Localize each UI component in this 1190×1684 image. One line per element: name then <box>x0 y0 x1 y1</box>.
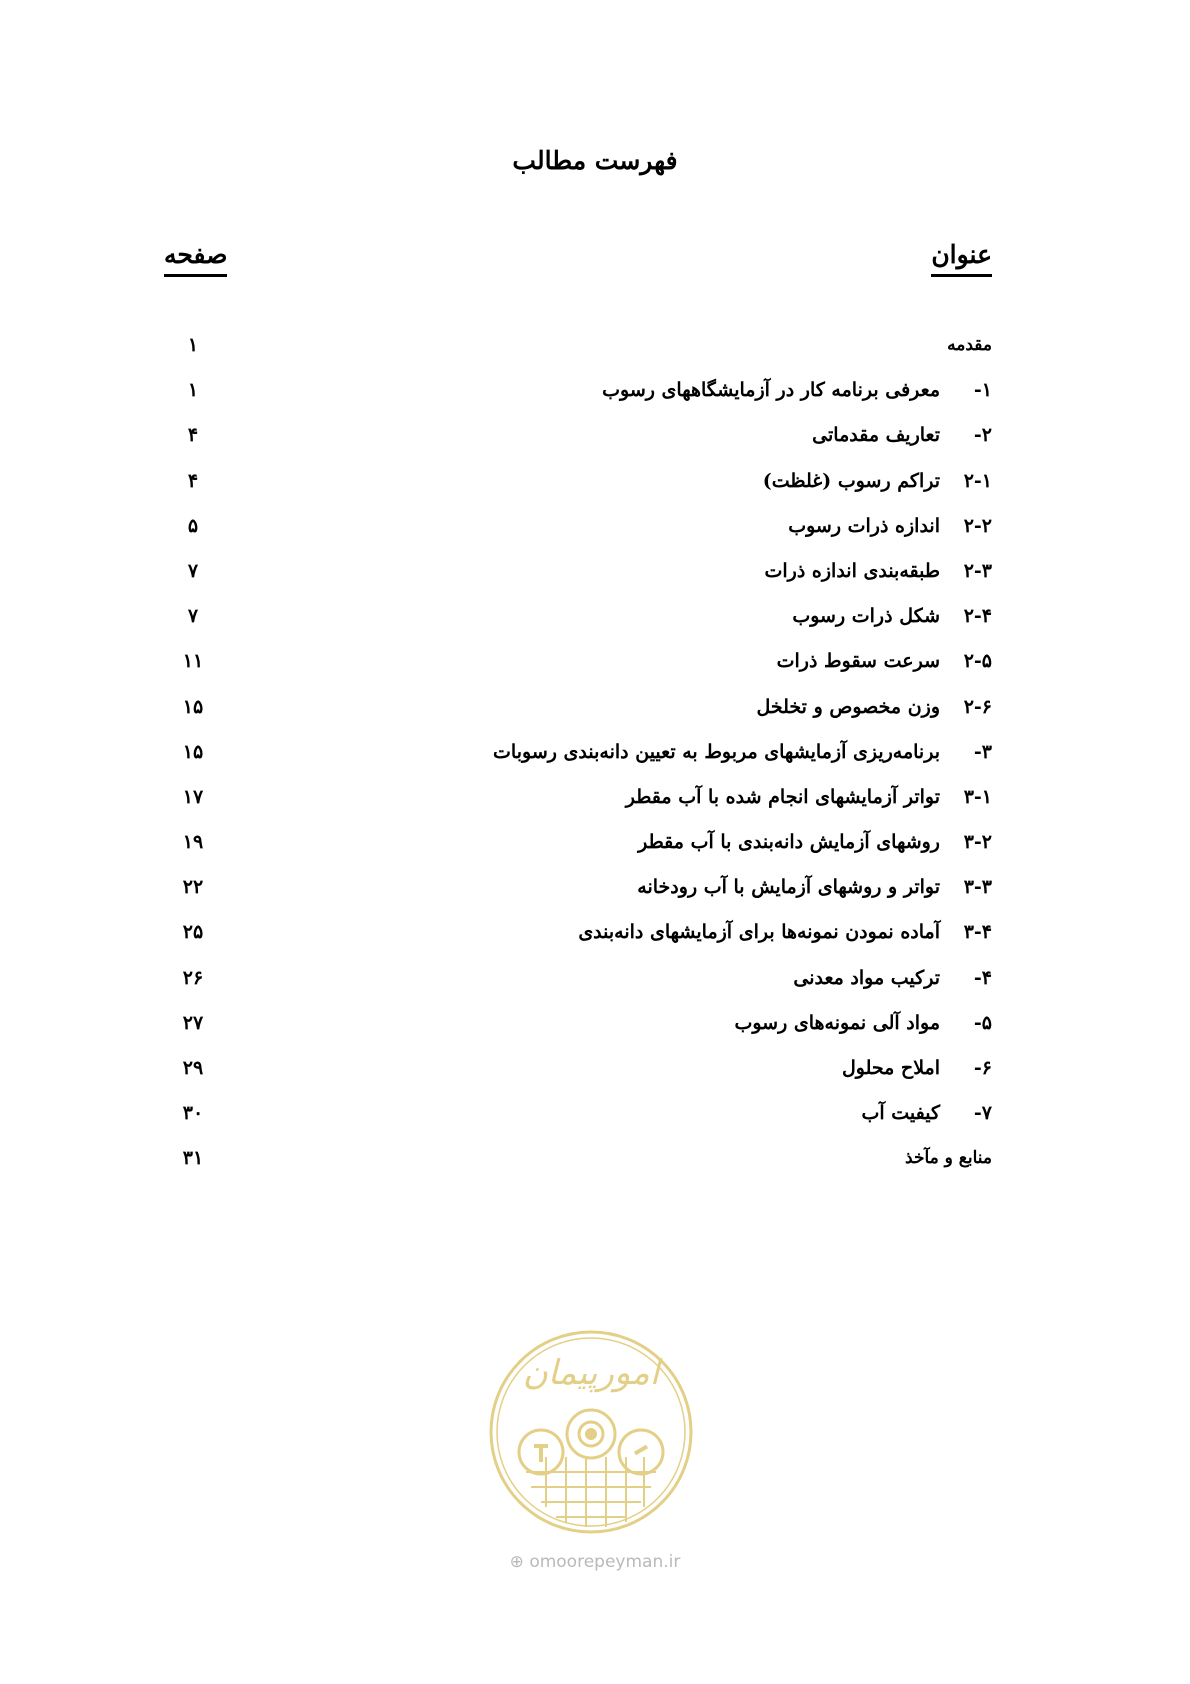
toc-page-number: ۲۶ <box>182 966 204 989</box>
toc-entry-text <box>777 646 992 676</box>
toc-entry-text <box>637 872 992 902</box>
toc-entry-title: اندازه ذرات رسوب <box>788 514 940 537</box>
toc-section-number: ۴- <box>973 966 992 989</box>
toc-entry-title: آماده نمودن نمونه‌ها برای آزمایشهای دانه‌بندی <box>578 921 940 944</box>
toc-page-number: ۳۰ <box>182 1102 204 1125</box>
toc-entry-text <box>638 827 992 857</box>
toc-page-number: ۴ <box>187 424 199 447</box>
toc-entry-text <box>842 1053 992 1083</box>
toc-entry-title: برنامه‌ریزی آزمایشهای مربوط به تعیین دانه‌بندی رسوبات <box>493 740 940 763</box>
toc-entry[interactable] <box>0 511 1190 556</box>
toc-page-number: ۲۷ <box>182 1011 204 1034</box>
toc-section-number: ۵- <box>973 1011 992 1034</box>
toc-page-number: ۱۵ <box>182 695 204 718</box>
toc-page-number: ۳۱ <box>182 1147 204 1170</box>
toc-section-number: ۲-۲ <box>963 514 992 537</box>
toc-entry-text <box>793 963 992 993</box>
toc-section-number: ۳-۴ <box>963 921 992 944</box>
watermark-url <box>0 1552 1190 1572</box>
toc-section-number: ۲- <box>973 424 992 447</box>
toc-section-number: ۷- <box>973 1102 992 1125</box>
toc-section-number: ۳- <box>973 740 992 763</box>
toc-page-number: ۱۹ <box>182 831 204 854</box>
toc-entry[interactable] <box>0 1008 1190 1053</box>
toc-entry[interactable] <box>0 646 1190 691</box>
toc-entry-text <box>756 692 992 722</box>
toc-entry[interactable] <box>0 556 1190 601</box>
toc-entry-text <box>765 556 993 586</box>
toc-entry-text <box>763 466 992 496</box>
toc-entry[interactable] <box>0 375 1190 420</box>
toc-entry-text <box>578 917 992 947</box>
toc-entry-title: تواتر و روشهای آزمایش با آب رودخانه <box>637 876 940 899</box>
toc-entry[interactable] <box>0 827 1190 872</box>
toc-entry-title: سرعت سقوط ذرات <box>776 650 940 673</box>
toc-entry-title: شکل ذرات رسوب <box>792 605 940 628</box>
globe-icon: ⊕ <box>509 1552 524 1572</box>
toc-section-number: ۲-۴ <box>963 605 992 628</box>
toc-entry-text <box>861 1098 992 1128</box>
toc-entry[interactable] <box>0 872 1190 917</box>
toc-section-number: ۲-۵ <box>963 650 992 673</box>
toc-entry-title: طبقه‌بندی اندازه ذرات <box>764 559 940 582</box>
toc-section-number: ۶- <box>973 1057 992 1079</box>
toc-page-number: ۲۹ <box>182 1057 204 1079</box>
toc-entry[interactable] <box>0 1098 1190 1143</box>
table-of-contents <box>0 330 1190 1189</box>
toc-page-number: ۵ <box>187 514 199 537</box>
toc-entry-title: مقدمه <box>947 335 992 355</box>
title-column-header: عنوان <box>931 240 992 277</box>
toc-entry-title: تعاریف مقدماتی <box>812 424 940 447</box>
toc-entry-text <box>947 330 992 360</box>
toc-entry-title: املاح محلول <box>841 1057 940 1079</box>
toc-entry-title: کیفیت آب <box>861 1102 940 1125</box>
toc-entry-text <box>812 420 992 450</box>
toc-entry-text <box>602 375 992 405</box>
toc-entry-text <box>626 782 992 812</box>
toc-page-number: ۷ <box>187 605 199 628</box>
toc-entry-title: تواتر آزمایشهای انجام شده با آب مقطر <box>625 785 940 808</box>
toc-entry-title: تراکم رسوب (غلظت) <box>762 469 940 492</box>
toc-section-number: ۲-۱ <box>963 469 992 492</box>
toc-section-number: ۳-۳ <box>963 876 992 899</box>
toc-page-number: ۷ <box>187 559 199 582</box>
toc-entry-text <box>792 601 992 631</box>
toc-entry-text <box>493 737 992 767</box>
toc-section-number: ۲-۶ <box>963 695 992 718</box>
toc-section-number: ۳-۲ <box>963 831 992 854</box>
toc-page-number: ۱۷ <box>182 785 204 808</box>
toc-section-number: ۳-۱ <box>963 785 992 808</box>
toc-entry[interactable] <box>0 601 1190 646</box>
toc-entry[interactable] <box>0 466 1190 511</box>
toc-entry-title: ترکیب مواد معدنی <box>793 966 940 989</box>
toc-section-number: ۲-۳ <box>963 559 992 582</box>
toc-entry[interactable] <box>0 692 1190 737</box>
toc-entry[interactable] <box>0 420 1190 465</box>
toc-entry[interactable] <box>0 737 1190 782</box>
watermark-logo-text: امورپیمان <box>522 1353 660 1393</box>
watermark-logo <box>486 1322 696 1542</box>
toc-page-number: ۱ <box>187 334 199 356</box>
toc-page-number: ۱۵ <box>182 740 204 763</box>
page-title: فهرست مطالب <box>512 146 678 175</box>
toc-entry-title: مواد آلی نمونه‌های رسوب <box>734 1011 940 1034</box>
toc-entry-title: منابع و مآخذ <box>905 1148 992 1169</box>
toc-page-number: ۱ <box>187 379 199 402</box>
toc-entry-title: وزن مخصوص و تخلخل <box>756 695 940 718</box>
toc-entry-text <box>905 1143 992 1173</box>
toc-entry[interactable] <box>0 1143 1190 1188</box>
toc-entry[interactable] <box>0 1053 1190 1098</box>
toc-entry[interactable] <box>0 330 1190 375</box>
watermark-url-text: omoorepeyman.ir <box>529 1552 681 1572</box>
toc-entry-title: روشهای آزمایش دانه‌بندی با آب مقطر <box>638 831 940 854</box>
toc-entry[interactable] <box>0 963 1190 1008</box>
toc-page-number: ۲۵ <box>182 921 204 944</box>
toc-page-number: ۲۲ <box>182 876 204 899</box>
toc-entry[interactable] <box>0 782 1190 827</box>
page-column-header: صفحه <box>164 240 227 277</box>
toc-entry-text <box>734 1008 992 1038</box>
toc-section-number: ۱- <box>973 379 992 402</box>
toc-entry-text <box>788 511 992 541</box>
toc-page-number: ۱۱ <box>182 650 204 673</box>
toc-entry-title: معرفی برنامه کار در آزمایشگاههای رسوب <box>602 379 940 402</box>
toc-page-number: ۴ <box>187 469 199 492</box>
toc-entry[interactable] <box>0 917 1190 962</box>
